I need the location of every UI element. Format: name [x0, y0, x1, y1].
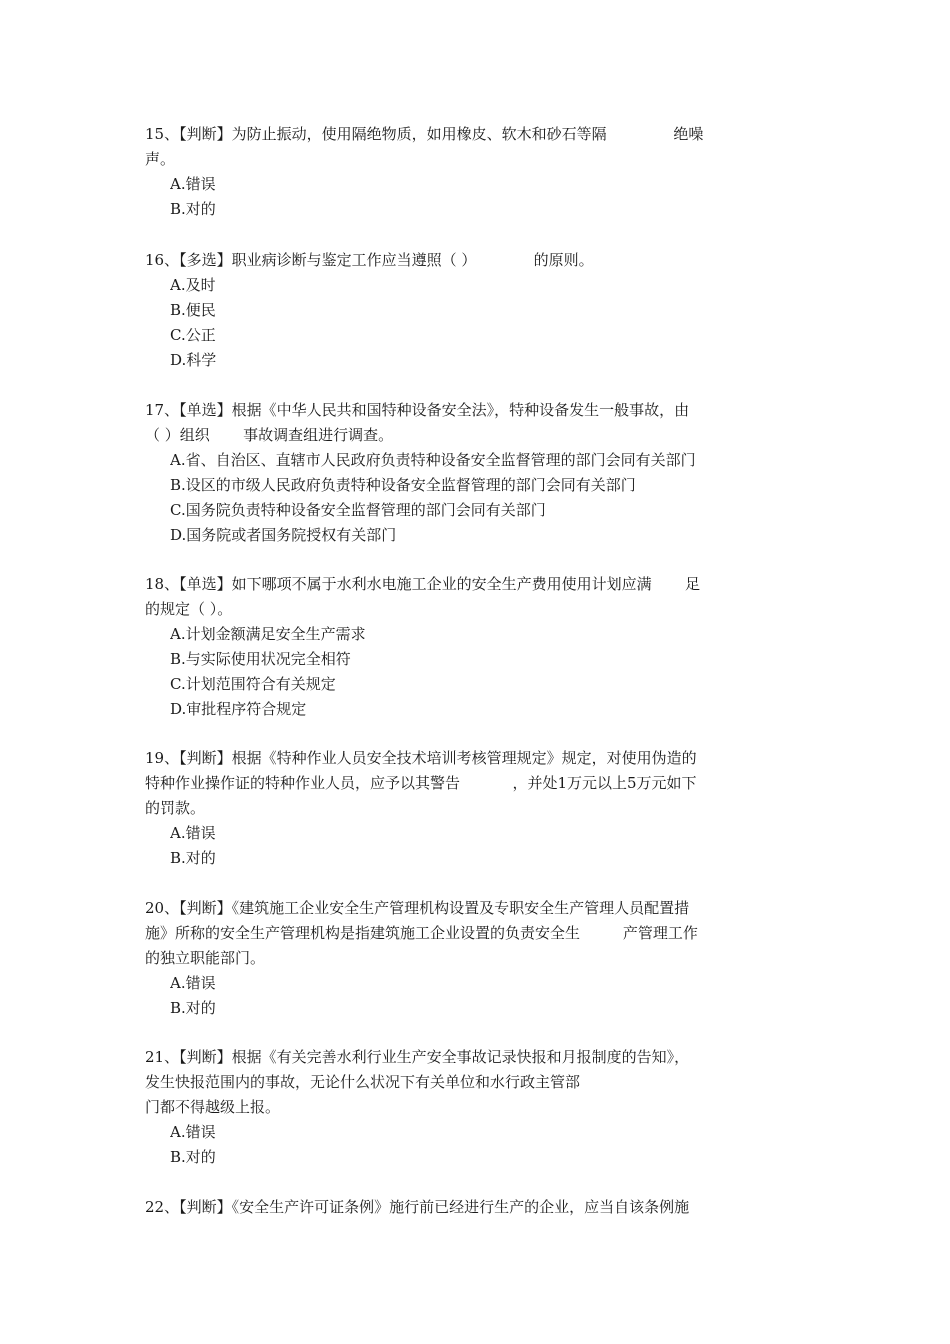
- question-16-option: B.便民: [170, 301, 216, 319]
- question-15-text-line: 声。: [145, 150, 176, 168]
- question-16-option: D.科学: [170, 351, 217, 369]
- question-19-text-line: 特种作业操作证的特种作业人员，应予以其警告 ，并处1万元以上5万元如下: [145, 774, 697, 792]
- question-19-option: A.错误: [170, 824, 216, 842]
- question-15-text-line: 15、【判断】为防止振动，使用隔绝物质，如用橡皮、软木和砂石等隔 绝噪: [145, 125, 704, 143]
- question-21-option: B.对的: [170, 1148, 216, 1166]
- question-18-option: A.计划金额满足安全生产需求: [170, 625, 366, 643]
- question-17-option: B.设区的市级人民政府负责特种设备安全监督管理的部门会同有关部门: [170, 476, 636, 494]
- question-21-text-line: 发生快报范围内的事故，无论什么状况下有关单位和水行政主管部: [145, 1073, 581, 1091]
- question-18-option: D.审批程序符合规定: [170, 700, 307, 718]
- question-21-text-line: 门都不得越级上报。: [145, 1098, 281, 1116]
- question-18-option: C.计划范围符合有关规定: [170, 675, 336, 693]
- question-17-option: A.省、自治区、直辖市人民政府负责特种设备安全监督管理的部门会同有关部门: [170, 451, 696, 469]
- question-21-text-line: 21、【判断】根据《有关完善水利行业生产安全事故记录快报和月报制度的告知》，: [145, 1048, 690, 1066]
- question-19-text-line: 19、【判断】根据《特种作业人员安全技术培训考核管理规定》规定，对使用伪造的: [145, 749, 697, 767]
- question-17-option: C.国务院负责特种设备安全监督管理的部门会同有关部门: [170, 501, 546, 519]
- question-17-text-line: 17、【单选】根据《中华人民共和国特种设备安全法》，特种设备发生一般事故，由: [145, 401, 690, 419]
- question-17-option: D.国务院或者国务院授权有关部门: [170, 526, 397, 544]
- question-20-option: B.对的: [170, 999, 216, 1017]
- question-17-text-line: （ ）组织 事故调查组进行调查。: [145, 426, 394, 444]
- question-16-text-line: 16、【多选】职业病诊断与鉴定工作应当遵照（ ） 的原则。: [145, 251, 594, 269]
- question-21-option: A.错误: [170, 1123, 216, 1141]
- question-19-text-line: 的罚款。: [145, 799, 206, 817]
- question-20-option: A.错误: [170, 974, 216, 992]
- question-18-text-line: 18、【单选】如下哪项不属于水利水电施工企业的安全生产费用使用计划应满 足: [145, 575, 700, 593]
- question-16-option: C.公正: [170, 326, 216, 344]
- question-16-option: A.及时: [170, 276, 216, 294]
- question-19-option: B.对的: [170, 849, 216, 867]
- question-18-option: B.与实际使用状况完全相符: [170, 650, 351, 668]
- question-18-text-line: 的规定（ ）。: [145, 600, 233, 618]
- question-15-option: B.对的: [170, 200, 216, 218]
- question-20-text-line: 20、【判断】《建筑施工企业安全生产管理机构设置及专职安全生产管理人员配置措: [145, 899, 690, 917]
- question-22-text-line: 22、【判断】《安全生产许可证条例》施行前已经进行生产的企业，应当自该条例施: [145, 1198, 690, 1216]
- question-20-text-line: 施》所称的安全生产管理机构是指建筑施工企业设置的负责安全生 产管理工作: [145, 924, 698, 942]
- question-15-option: A.错误: [170, 175, 216, 193]
- question-20-text-line: 的独立职能部门。: [145, 949, 266, 967]
